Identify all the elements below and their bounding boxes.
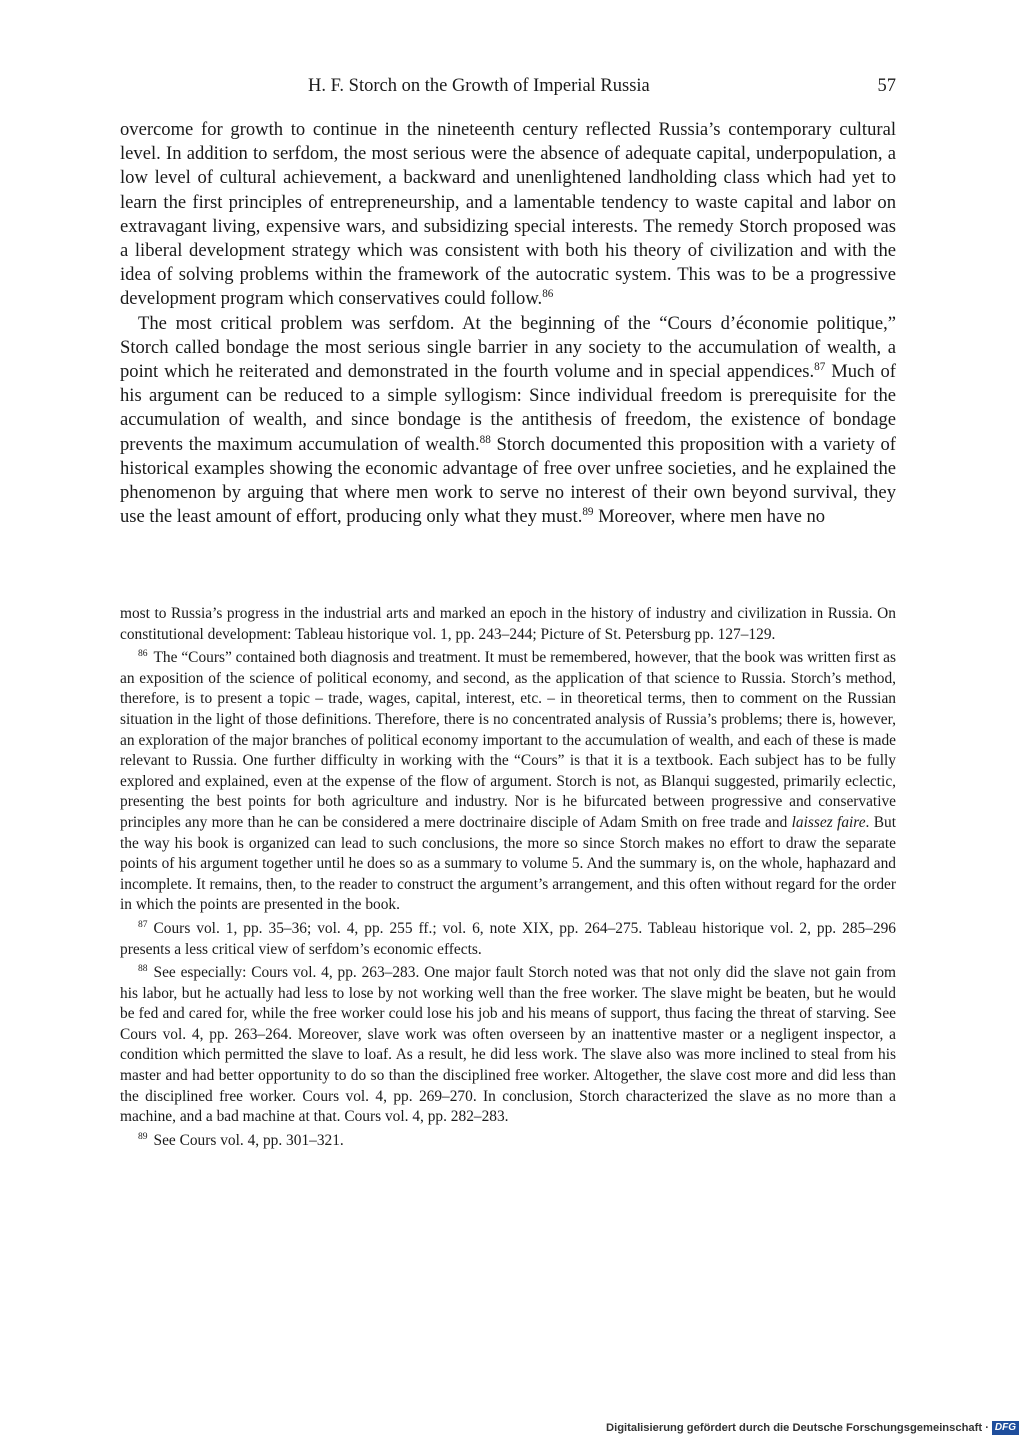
- footnote-88: [120, 963, 896, 1128]
- footnote-ref-88[interactable]: 88: [479, 433, 491, 446]
- paragraph-1-text: overcome for growth to continue in the nineteenth century reflected Russia’s contemporary cultural level. In addition to serfdom, the most serious were the absence of adequate capital, underpopulation, a low level of cultural achievement, a backward and unenlightened landholding class which had yet to learn the first principles of entrepreneurship, and a lamentable tendency to waste capital and labor on extravagant living, expensive wars, and subsidizing special interests. The remedy Storch proposed was a liberal development strategy which was consistent with both his theory of civilization and with the idea of solving problems within the framework of the autocratic system. This was to be a progressive development program which conservatives could follow.: [120, 119, 896, 310]
- footnote-86-italic: laissez faire: [791, 813, 866, 831]
- running-head: [120, 74, 896, 98]
- running-title: H. F. Storch on the Growth of Imperial Russia: [308, 76, 650, 96]
- footnote-89: [120, 1131, 896, 1152]
- footnotes: [120, 604, 896, 1151]
- footnote-86: [120, 648, 896, 916]
- page-number: 57: [877, 76, 896, 96]
- footnote-86-mark: 86: [138, 648, 148, 660]
- dfg-logo: DFG: [992, 1421, 1019, 1435]
- footnote-86-text-a: The “Cours” contained both diagnosis and treatment. It must be remembered, however, that the book was written first as an exposition of the science of political economy, and second, as the application of that science to Russia. Storch’s method, therefore, is to present a topic – trade, wages, capital, interest, etc. – in theoretical terms, then to comment on the Russian situation in the light of those definitions. Therefore, there is no concentrated analysis of Russia’s problems; there is, however, an exploration of the major branches of political economy important to the accumulation of wealth, and each of these is made relevant to Russia. One further difficulty in working with the “Cours” is that it is a textbook. Each subject has to be fully explored and explained, even at the expense of the flow of argument. Storch is not, as Blanqui suggested, primarily eclectic, presenting the best points for both agriculture and industry. Nor is he bifurcated between progressive and conservative principles any more than he can be considered a mere doctrinaire disciple of Adam Smith on free trade and: [120, 649, 896, 831]
- footnote-88-mark: 88: [138, 962, 148, 974]
- footnote-87-mark: 87: [138, 918, 148, 930]
- footnote-ref-86[interactable]: 86: [542, 288, 554, 301]
- footnote-continued: most to Russia’s progress in the industrial arts and marked an epoch in the history of industry and civilization in Russia. On constitutional development: Tableau historique vol. 1, pp. 243–244; Picture of St. Petersburg pp. 127–129.: [120, 605, 896, 643]
- footnote-89-text: See Cours vol. 4, pp. 301–321.: [153, 1131, 344, 1149]
- footnote-ref-89[interactable]: 89: [582, 506, 594, 519]
- footnote-86-text-b: . But the way his book is organized can lead to such conclusions, the more so since Storch makes no effort to draw the separate points of his argument together until he does so as a summary to volume 5. And the summary is, on the whole, haphazard and incomplete. It remains, then, to the reader to construct the argument’s arrangement, and this often without regard for the order in which the points are presented in the book.: [120, 813, 896, 914]
- body-paragraph-2: [120, 312, 896, 530]
- footnote-87: [120, 919, 896, 960]
- paragraph-2-text-d: Moreover, where men have no: [593, 506, 826, 528]
- footnote-88-text: See especially: Cours vol. 4, pp. 263–283. One major fault Storch noted was that not only did the slave not gain from his labor, but he actually had less to lose by not working well than the free worker. The slave might be beaten, but he would be fed and cared for, while the free worker could lose his job and his means of support, thus facing the threat of starving. See Cours vol. 4, pp. 263–264. Moreover, slave work was often overseen by an inattentive master or a negligent inspector, a condition which permitted the slave to loaf. As a result, he did less work. The slave also was more inclined to steal from his master and had better opportunity to do so than the disciplined free worker. Altogether, the slave cost more and did less than the disciplined free worker. Cours vol. 4, pp. 269–270. In conclusion, Storch characterized the slave as no more than a machine, and a bad machine at that. Cours vol. 4, pp. 282–283.: [120, 964, 896, 1126]
- footnote-ref-87[interactable]: 87: [814, 360, 826, 373]
- footnote-87-text: Cours vol. 1, pp. 35–36; vol. 4, pp. 255 ff.; vol. 6, note XIX, pp. 264–275. Tableau historique vol. 2, pp. 285–296 presents a less critical view of serfdom’s economic effects.: [120, 919, 896, 958]
- body-text: [120, 118, 896, 529]
- paragraph-2-text-b: Much of his argument can be reduced to a simple syllogism: Since individual freedom is prerequisite for the accumulation of wealth, and since bondage is the antithesis of freedom, the existence of bondage prevents the maximum accumulation of wealth.: [120, 361, 896, 455]
- digitization-credit-text: Digitalisierung gefördert durch die Deutsche Forschungsgemeinschaft ·: [606, 1422, 989, 1434]
- footnote-89-mark: 89: [138, 1130, 148, 1142]
- body-paragraph-1: [120, 118, 896, 312]
- digitization-credit: [606, 1420, 1019, 1436]
- paragraph-2-text-a: The most critical problem was serfdom. At the beginning of the “Cours d’économie politique,” Storch called bondage the most serious single barrier in any society to the accumulation of wealth, a point which he reiterated and demonstrated in the fourth volume and in special appendices.: [120, 312, 896, 383]
- page: [120, 0, 896, 1444]
- paragraph-2-text-c: Storch documented this proposition with a variety of historical examples showing the economic advantage of free over unfree societies, and he explained the phenomenon by arguing that where men work to serve no interest of their own beyond survival, they use the least amount of effort, producing only what they must.: [120, 433, 896, 528]
